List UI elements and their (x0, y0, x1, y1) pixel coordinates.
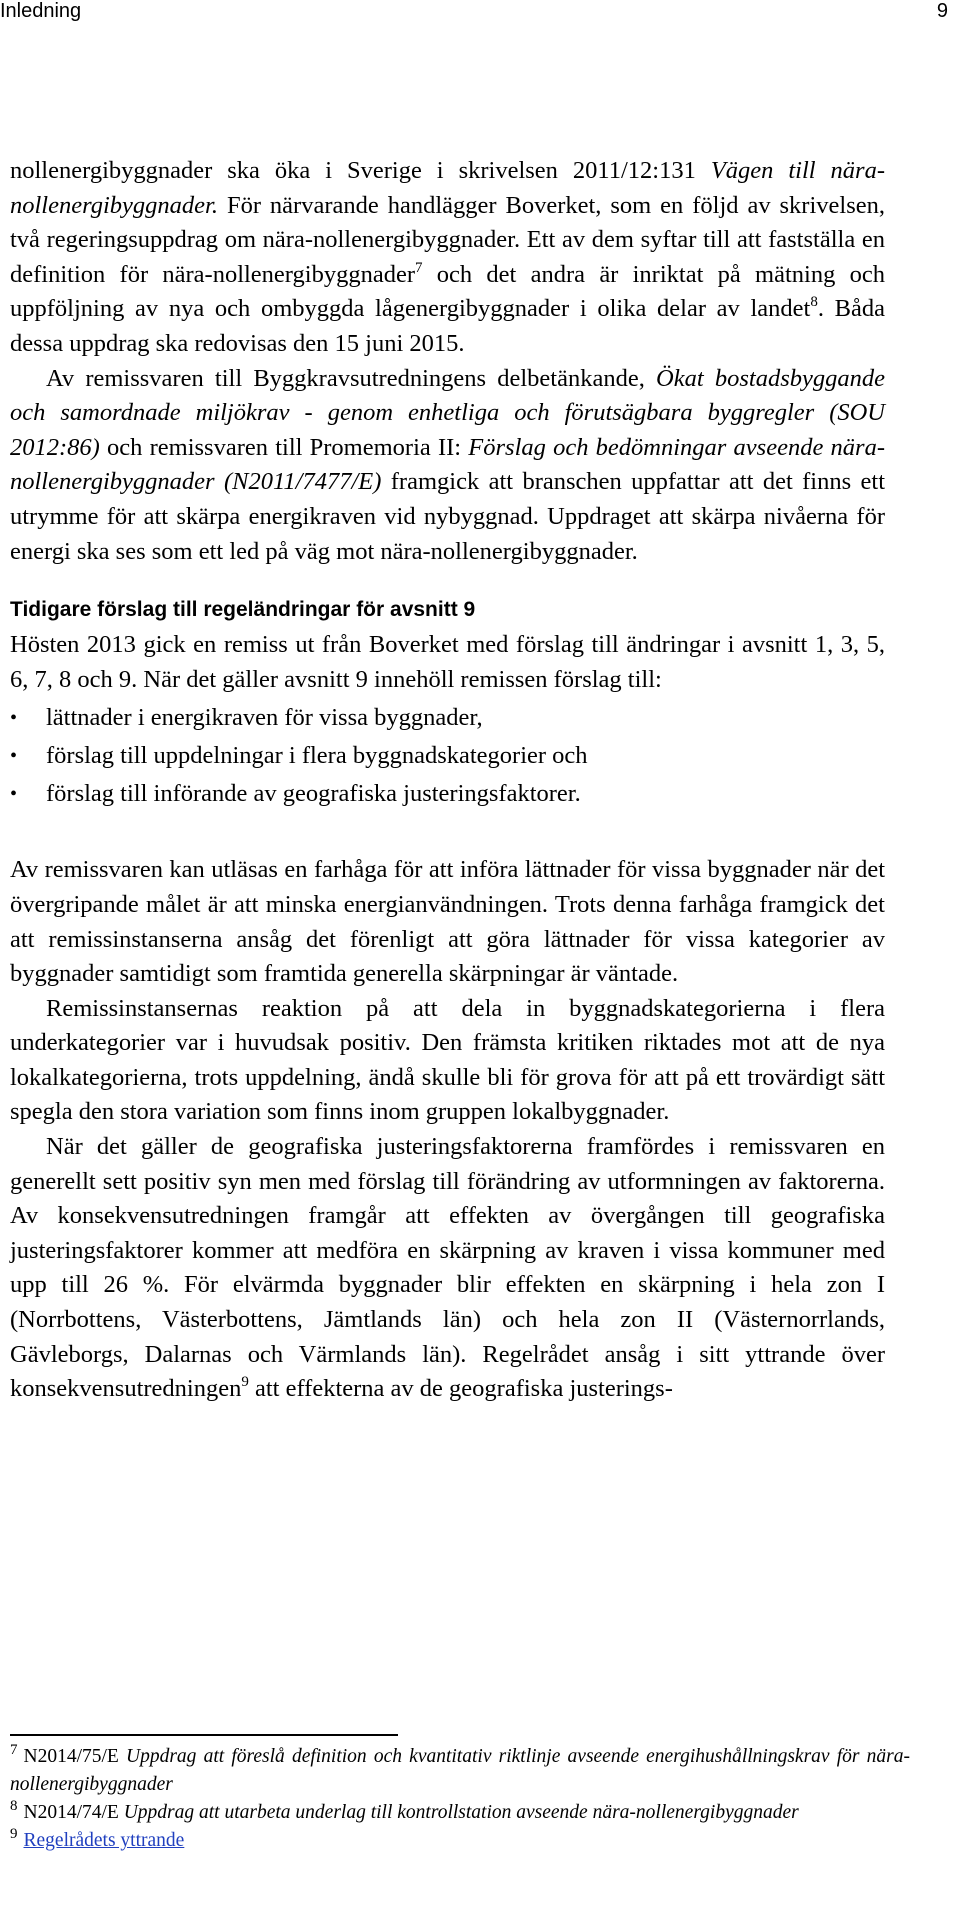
list-item-text: lättnader i energikraven för vissa byggnader, (46, 704, 483, 732)
bullet-icon: • (10, 707, 18, 730)
footnote-8 (10, 1799, 910, 1827)
page-number: 9 (936, 0, 948, 22)
italic-title: Ökat bostadsbyggande och samordnade miljökrav - genom enhetliga och förutsägbara byggregler (SOU 2012:86) (10, 364, 885, 461)
list-item (10, 737, 885, 775)
bullet-list (10, 699, 885, 813)
footnote-mark: 7 (10, 1742, 18, 1758)
paragraph-6 (10, 1130, 885, 1407)
body-text (10, 154, 885, 1407)
footnote-title: Uppdrag att föreslå definition och kvantitativ riktlinje avseende energihushållningskrav för nära-nollenergibyggnader (10, 1746, 910, 1795)
footnote-code: N2014/74/E (23, 1802, 124, 1823)
italic-title: Vägen till nära-nollenergibyggnader. (10, 157, 886, 219)
footnote-9 (10, 1827, 910, 1855)
footnote-code: N2014/75/E (23, 1746, 126, 1767)
text-run: och det andra är inriktat på mätning och uppföljning av nya och ombyggda lågenergibyggnader i olika delar av landet (10, 260, 885, 323)
running-header (0, 0, 960, 26)
text-run: . Båda dessa uppdrag ska redovisas den 15 juni 2015. (10, 295, 885, 357)
spacer (10, 813, 885, 853)
footnote-7 (10, 1743, 910, 1799)
footnote-ref-7[interactable]: 7 (415, 259, 423, 276)
text-run: För närvarande handlägger Boverket, som en följd av skrivelsen, två regeringsuppdrag om nära-nollenergibyggnader. Ett av dem syftar till att fastställa en definition för nära-nollenergibyggnader (10, 191, 885, 288)
regelradet-link[interactable]: Regelrådets yttrande (23, 1830, 185, 1851)
section-title: Inledning (0, 0, 82, 22)
text-run: framgick att branschen uppfattar att det finns ett utrymme för att skärpa energikraven vid nybyggnad. Uppdraget att skärpa nivåerna för energi ska ses som ett led på väg mot nära-nollenergibyggnader. (10, 468, 886, 565)
text-run: Av remissvaren till Byggkravsutredningens delbetänkande, (46, 364, 657, 392)
list-item-text: förslag till införande av geografiska justeringsfaktorer. (46, 780, 581, 808)
paragraph-4: Av remissvaren kan utläsas en farhåga för att införa lättnader för vissa byggnader när det övergripande målet är att minska energianvändningen. Trots denna farhåga framgick det att remissinstanserna ansåg det förenligt att göra lättnader för vissa kategorier av byggnader samtidigt som framtida generella skärpningar är väntade. (10, 856, 885, 988)
list-item-text: förslag till uppdelningar i flera byggnadskategorier och (46, 742, 588, 770)
bullet-icon: • (10, 783, 18, 806)
footnotes (10, 1743, 910, 1855)
section-heading: Tidigare förslag till regeländringar för avsnitt 9 (10, 598, 476, 622)
text-run: nollenergibyggnader ska öka i Sverige i skrivelsen 2011/12:131 (10, 157, 711, 184)
paragraph-3: Hösten 2013 gick en remiss ut från Boverket med förslag till ändringar i avsnitt 1, 3, 5, 6, 7, 8 och 9. När det gäller avsnitt 9 innehöll remissen förslag till: (10, 631, 885, 693)
paragraph-5: Remissinstansernas reaktion på att dela in byggnadskategorierna i flera underkategorier var i huvudsak positiv. Den främsta kritiken riktades mot att de nya lokalkategorierna, trots uppdelning, ändå skulle bli för grova för att på ett trovärdigt sätt spegla den stora variation som finns inom gruppen lokalbyggnader. (10, 994, 885, 1126)
list-item (10, 775, 885, 813)
footnote-separator (10, 1734, 398, 1736)
footnote-mark: 9 (10, 1826, 18, 1842)
footnote-title: Uppdrag att utarbeta underlag till kontrollstation avseende nära-nollenergibyggnader (123, 1802, 799, 1823)
italic-title: Förslag och bedömningar avseende nära-nollenergibyggnader (N2011/7477/E) (10, 433, 885, 496)
bullet-icon: • (10, 745, 18, 768)
paragraph-1 (10, 154, 885, 362)
paragraph-2 (10, 362, 885, 570)
footnote-mark: 8 (10, 1798, 18, 1814)
text-run: och remissvaren till Promemoria II: (99, 433, 469, 461)
footnote-ref-8[interactable]: 8 (810, 294, 818, 311)
list-item (10, 699, 885, 737)
text-run: När det gäller de geografiska justeringsfaktorerna framfördes i remissvaren en generellt sett positiv syn men med förslag till förändring av utformningen av faktorerna. Av konsekvensutredningen framgår att effekten av övergången till geografiska justeringsfaktorer kommer att medföra en skärpning av kraven i vissa kommuner med upp till 26 %. För elvärmda byggnader blir effekten en skärpning i hela zon I (Norrbottens, Västerbottens, Jämtlands län) och hela zon II (Västernorrlands, Gävleborgs, Dalarnas och Värmlands län). Regelrådet ansåg i sitt yttrande över konsekvensutredningen (10, 1133, 885, 1403)
footnote-ref-9[interactable]: 9 (241, 1374, 249, 1391)
text-run: att effekterna av de geografiska justerings- (248, 1375, 673, 1403)
